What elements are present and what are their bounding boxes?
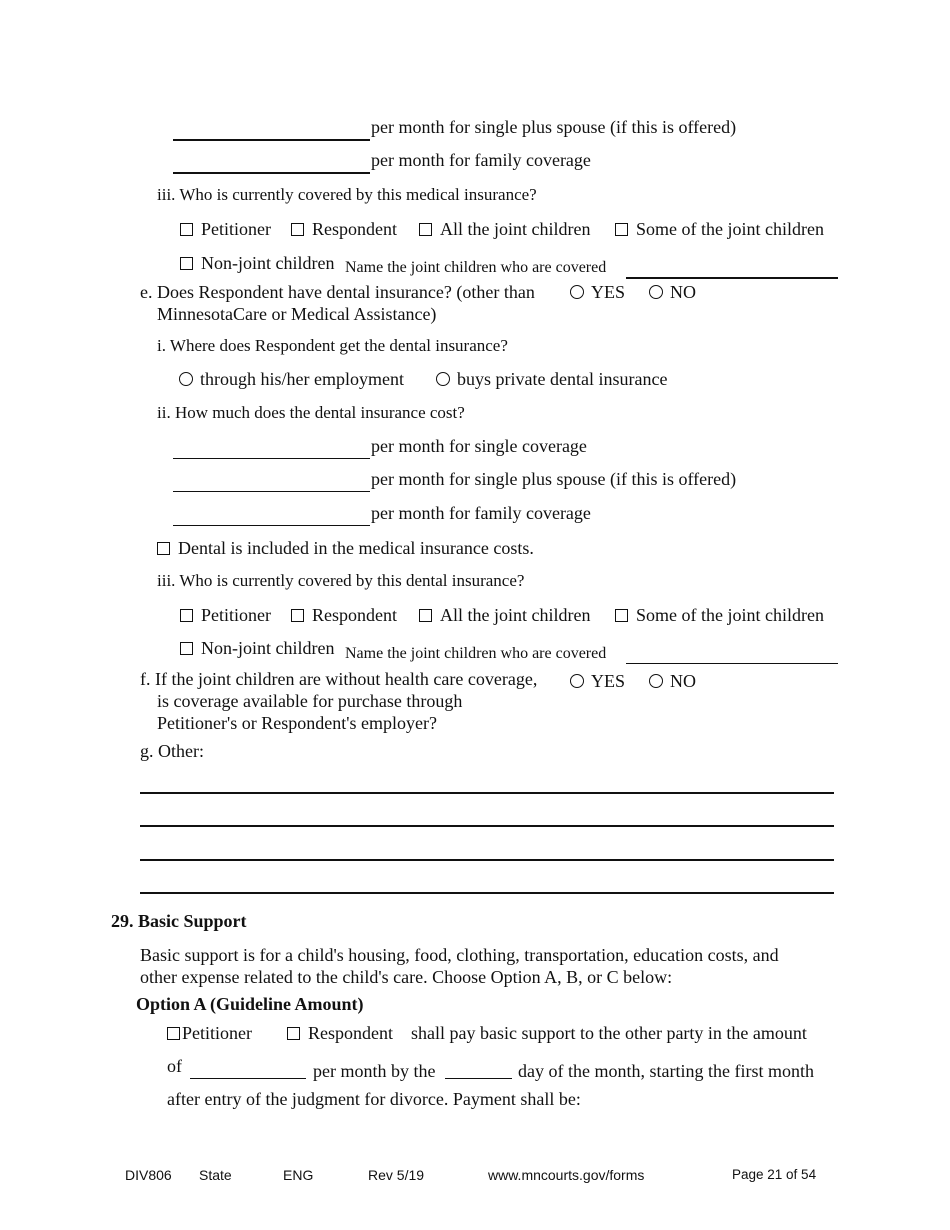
dental-covered-nonjoint[interactable]	[180, 637, 334, 659]
option-a-of-label: of	[167, 1056, 182, 1076]
radio-icon[interactable]	[179, 372, 193, 386]
medical-single-plus-spouse-field[interactable]	[173, 139, 370, 141]
coverage-f-line3: Petitioner's or Respondent's employer?	[157, 713, 437, 733]
option-label: Some of the joint children	[636, 605, 824, 625]
option-a-petitioner[interactable]	[167, 1022, 252, 1044]
option-label: Non-joint children	[201, 638, 335, 658]
dental-family-field[interactable]	[173, 525, 370, 526]
coverage-f-yes-option[interactable]	[570, 670, 625, 692]
radio-icon[interactable]	[649, 285, 663, 299]
option-a-day-text: day of the month, starting the first month	[518, 1061, 814, 1081]
no-label: NO	[670, 671, 696, 691]
option-a-amount-field[interactable]	[190, 1078, 306, 1079]
option-label: Respondent	[312, 605, 397, 625]
footer-url[interactable]: www.mncourts.gov/forms	[488, 1167, 645, 1183]
checkbox-icon[interactable]	[419, 609, 432, 622]
dental-covered-some-joint[interactable]	[615, 604, 824, 626]
footer-state: State	[199, 1167, 232, 1183]
dental-where-question: i. Where does Respondent get the dental insurance?	[157, 336, 508, 355]
option-a-per-month-by: per month by the	[313, 1061, 436, 1081]
option-label: buys private dental insurance	[457, 369, 668, 389]
coverage-f-line2: is coverage available for purchase through	[157, 691, 463, 711]
checkbox-icon[interactable]	[157, 542, 170, 555]
checkbox-icon[interactable]	[180, 223, 193, 236]
dental-family-label: per month for family coverage	[371, 503, 591, 523]
dental-where-private[interactable]	[436, 368, 667, 390]
checkbox-icon[interactable]	[180, 609, 193, 622]
medical-covered-petitioner[interactable]	[180, 218, 271, 240]
dental-cost-question: ii. How much does the dental insurance cost?	[157, 403, 465, 422]
coverage-f-line1: f. If the joint children are without health care coverage,	[140, 669, 538, 689]
radio-icon[interactable]	[649, 674, 663, 688]
footer-form-id: DIV806	[125, 1167, 172, 1183]
option-label: Some of the joint children	[636, 219, 824, 239]
section-29-intro-line1: Basic support is for a child's housing, food, clothing, transportation, education costs, and	[140, 945, 779, 965]
option-label: Respondent	[312, 219, 397, 239]
medical-covered-respondent[interactable]	[291, 218, 397, 240]
option-label: Non-joint children	[201, 253, 335, 273]
dental-covered-respondent[interactable]	[291, 604, 397, 626]
section-29-heading: 29. Basic Support	[111, 911, 247, 931]
checkbox-icon[interactable]	[615, 223, 628, 236]
dental-single-label: per month for single coverage	[371, 436, 587, 456]
option-label: through his/her employment	[200, 369, 404, 389]
checkbox-icon[interactable]	[291, 609, 304, 622]
coverage-f-no-option[interactable]	[649, 670, 696, 692]
dental-covered-petitioner[interactable]	[180, 604, 271, 626]
option-a-pay-text: shall pay basic support to the other party in the amount	[411, 1023, 807, 1043]
checkbox-icon[interactable]	[180, 642, 193, 655]
option-label: Respondent	[308, 1023, 393, 1043]
dental-covered-all-joint[interactable]	[419, 604, 590, 626]
no-label: NO	[670, 282, 696, 302]
option-a-day-field[interactable]	[445, 1078, 512, 1079]
option-label: Dental is included in the medical insurance costs.	[178, 538, 534, 558]
checkbox-icon[interactable]	[615, 609, 628, 622]
footer-page-number: Page 21 of 54	[732, 1167, 817, 1182]
option-a-respondent[interactable]	[287, 1022, 393, 1044]
other-line-4[interactable]	[140, 892, 834, 894]
dental-name-covered-label: Name the joint children who are covered	[345, 645, 607, 662]
dental-yes-option[interactable]	[570, 281, 625, 303]
footer-revision: Rev 5/19	[368, 1167, 425, 1183]
other-line-1[interactable]	[140, 792, 834, 794]
option-label: Petitioner	[182, 1023, 252, 1043]
other-line-3[interactable]	[140, 859, 834, 861]
checkbox-icon[interactable]	[287, 1027, 300, 1040]
dental-covered-question: iii. Who is currently covered by this dental insurance?	[157, 571, 525, 590]
other-g-label: g. Other:	[140, 741, 204, 761]
medical-covered-question: iii. Who is currently covered by this medical insurance?	[157, 185, 537, 204]
option-label: Petitioner	[201, 219, 271, 239]
medical-covered-some-joint[interactable]	[615, 218, 824, 240]
dental-single-plus-spouse-label: per month for single plus spouse (if this is offered)	[371, 469, 737, 489]
dental-single-plus-spouse-field[interactable]	[173, 491, 370, 492]
medical-family-field[interactable]	[173, 172, 370, 174]
dental-where-employment[interactable]	[179, 368, 404, 390]
checkbox-icon[interactable]	[180, 257, 193, 270]
checkbox-icon[interactable]	[291, 223, 304, 236]
dental-name-covered-field[interactable]	[626, 663, 838, 664]
medical-name-covered-label: Name the joint children who are covered	[345, 259, 607, 276]
medical-family-label: per month for family coverage	[371, 150, 591, 170]
checkbox-icon[interactable]	[167, 1027, 180, 1040]
dental-single-field[interactable]	[173, 458, 370, 459]
option-a-heading: Option A (Guideline Amount)	[136, 994, 364, 1014]
medical-name-covered-field[interactable]	[626, 277, 838, 279]
checkbox-icon[interactable]	[419, 223, 432, 236]
option-a-after-entry: after entry of the judgment for divorce. Payment shall be:	[167, 1089, 581, 1109]
dental-question-line1: e. Does Respondent have dental insurance? (other than	[140, 282, 535, 302]
radio-icon[interactable]	[436, 372, 450, 386]
footer-language: ENG	[283, 1167, 314, 1183]
option-label: Petitioner	[201, 605, 271, 625]
dental-included-checkbox[interactable]	[157, 537, 534, 559]
medical-single-plus-spouse-label: per month for single plus spouse (if this is offered)	[371, 117, 737, 137]
medical-covered-all-joint[interactable]	[419, 218, 590, 240]
other-line-2[interactable]	[140, 825, 834, 827]
medical-covered-nonjoint[interactable]	[180, 252, 334, 274]
yes-label: YES	[591, 282, 626, 302]
radio-icon[interactable]	[570, 674, 584, 688]
option-label: All the joint children	[440, 605, 591, 625]
option-label: All the joint children	[440, 219, 591, 239]
dental-no-option[interactable]	[649, 281, 696, 303]
dental-question-line2: MinnesotaCare or Medical Assistance)	[157, 304, 437, 324]
radio-icon[interactable]	[570, 285, 584, 299]
yes-label: YES	[591, 671, 626, 691]
section-29-intro-line2: other expense related to the child's care. Choose Option A, B, or C below:	[140, 967, 673, 987]
